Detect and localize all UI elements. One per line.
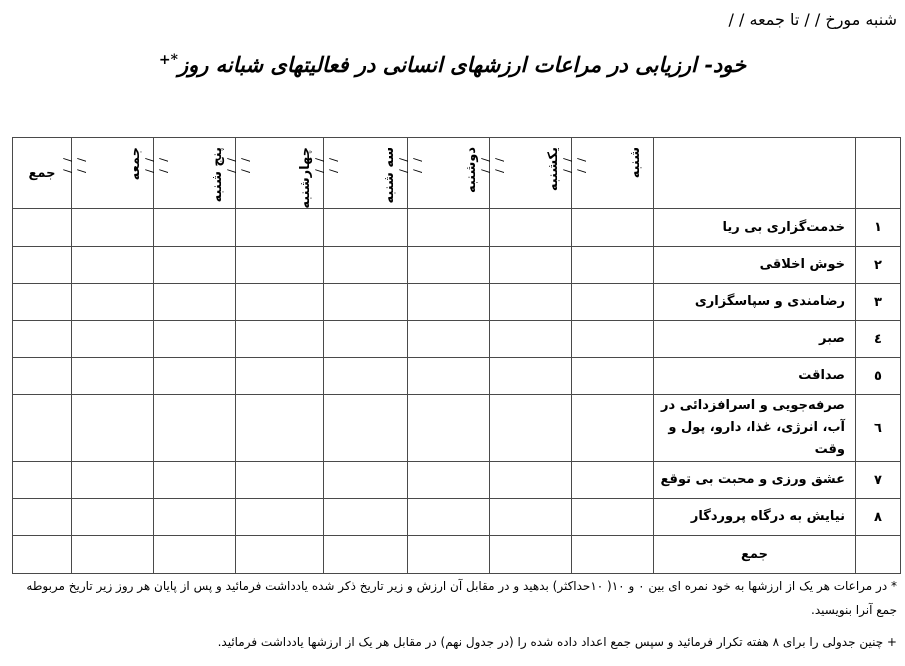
date-slots: / / / /	[561, 158, 588, 175]
score-cell[interactable]	[324, 499, 408, 536]
table-row	[13, 395, 901, 462]
header-value-cell	[654, 138, 856, 209]
day-name: جمعه	[128, 147, 143, 181]
score-cell[interactable]	[154, 321, 236, 358]
score-cell[interactable]	[408, 321, 490, 358]
footnote-plus: + چنین جدولی را برای ۸ هفته تکرار فرمائید و سپس جمع اعداد داده شده را (در جدول نهم) در مقابل هر یک از ارزشها یادداشت فرمائید.	[217, 635, 897, 649]
score-cell[interactable]	[572, 247, 654, 284]
score-cell[interactable]	[324, 321, 408, 358]
value-name: خوش اخلاقی	[654, 247, 856, 284]
day-header-thursday	[143, 138, 236, 209]
daily-total-cell[interactable]	[72, 536, 154, 574]
score-cell[interactable]	[490, 358, 572, 395]
date-slots: / / / /	[61, 158, 88, 175]
score-cell[interactable]	[236, 358, 324, 395]
daily-total-cell[interactable]	[154, 536, 236, 574]
row-number: ٥	[856, 358, 901, 395]
date-slots: / / / /	[143, 158, 170, 175]
day-name: یکشنبه	[546, 147, 561, 192]
score-cell[interactable]	[72, 247, 154, 284]
row-number: ٤	[856, 321, 901, 358]
score-cell[interactable]	[572, 358, 654, 395]
date-slots: / / / /	[397, 158, 424, 175]
day-header-saturday	[561, 138, 654, 209]
row-number: ۸	[856, 499, 901, 536]
date-slots: / / / /	[479, 158, 506, 175]
total-row-num-cell	[856, 536, 901, 574]
daily-total-row	[13, 536, 901, 574]
value-name	[654, 395, 856, 462]
row-number: ۱	[856, 209, 901, 247]
document-title	[0, 52, 905, 77]
score-cell[interactable]	[72, 284, 154, 321]
score-cell[interactable]	[236, 395, 324, 462]
footnote-star: * در مراعات هر یک از ارزشها به خود نمره ای بین ۰ و ۱۰( ۱۰حداکثر) بدهید و در مقابل آن ارزش و زیر تاریخ ذکر شده یادداشت فرمائید و پس از پایان هر روز زیر تاریخ مربوطه جمع آنرا بنویسید.	[26, 579, 897, 617]
row-total-cell[interactable]	[13, 462, 72, 499]
score-cell[interactable]	[490, 395, 572, 462]
score-cell[interactable]	[72, 358, 154, 395]
daily-total-cell[interactable]	[572, 536, 654, 574]
score-cell[interactable]	[572, 284, 654, 321]
row-total-cell[interactable]	[13, 284, 72, 321]
date-slots: / / / /	[225, 158, 252, 175]
row-number: ۷	[856, 462, 901, 499]
value-name: صبر	[654, 321, 856, 358]
score-cell[interactable]	[154, 395, 236, 462]
value-name: صداقت	[654, 358, 856, 395]
row-total-cell[interactable]	[13, 358, 72, 395]
score-cell[interactable]	[324, 284, 408, 321]
score-cell[interactable]	[490, 462, 572, 499]
value-name: عشق ورزی و محبت بی توقع	[654, 462, 856, 499]
score-cell[interactable]	[490, 247, 572, 284]
score-cell[interactable]	[408, 395, 490, 462]
daily-total-cell[interactable]	[490, 536, 572, 574]
score-cell[interactable]	[154, 462, 236, 499]
table-row	[13, 321, 901, 358]
row-number: ۲	[856, 247, 901, 284]
grand-total-cell[interactable]	[13, 536, 72, 574]
score-cell[interactable]	[72, 209, 154, 247]
score-cell[interactable]	[572, 462, 654, 499]
value-name-line: صرفه‌جویی و اسرافزدائی در	[661, 398, 845, 413]
header-row	[13, 138, 901, 209]
self-assessment-table	[12, 137, 901, 574]
row-number: ۳	[856, 284, 901, 321]
value-name-line: آب، انرژی، غذا، دارو، پول و وقت	[668, 420, 845, 457]
score-cell[interactable]	[236, 209, 324, 247]
row-number: ٦	[856, 395, 901, 462]
date-range-line: شنبه مورخ / / تا جمعه / /	[728, 10, 897, 29]
day-header-tuesday	[313, 138, 408, 209]
score-cell[interactable]	[324, 358, 408, 395]
score-cell[interactable]	[572, 321, 654, 358]
table-row	[13, 499, 901, 536]
score-cell[interactable]	[154, 284, 236, 321]
score-cell[interactable]	[154, 499, 236, 536]
table-row	[13, 209, 901, 247]
score-cell[interactable]	[72, 395, 154, 462]
score-cell[interactable]	[490, 284, 572, 321]
row-total-cell[interactable]	[13, 209, 72, 247]
score-cell[interactable]	[236, 462, 324, 499]
score-cell[interactable]	[490, 499, 572, 536]
score-cell[interactable]	[324, 462, 408, 499]
table-row	[13, 247, 901, 284]
day-header-friday	[61, 138, 154, 209]
score-cell[interactable]	[490, 209, 572, 247]
day-name: پنج شنبه	[210, 147, 225, 203]
row-total-cell[interactable]	[13, 395, 72, 462]
score-cell[interactable]	[72, 462, 154, 499]
score-cell[interactable]	[408, 499, 490, 536]
score-cell[interactable]	[408, 462, 490, 499]
total-column-header: جمع	[13, 138, 72, 209]
score-cell[interactable]	[572, 209, 654, 247]
table-row	[13, 462, 901, 499]
row-total-cell[interactable]	[13, 321, 72, 358]
score-cell[interactable]	[236, 247, 324, 284]
score-cell[interactable]	[236, 499, 324, 536]
day-header-wednesday	[225, 138, 324, 209]
score-cell[interactable]	[236, 284, 324, 321]
day-header-sunday	[479, 138, 572, 209]
value-name: رضامندی و سپاسگزاری	[654, 284, 856, 321]
score-cell[interactable]	[324, 209, 408, 247]
daily-total-cell[interactable]	[408, 536, 490, 574]
row-total-cell[interactable]	[13, 499, 72, 536]
score-cell[interactable]	[572, 499, 654, 536]
day-header-monday	[397, 138, 490, 209]
score-cell[interactable]	[154, 247, 236, 284]
daily-total-cell[interactable]	[324, 536, 408, 574]
score-cell[interactable]	[408, 209, 490, 247]
score-cell[interactable]	[490, 321, 572, 358]
total-row-label: جمع	[654, 536, 856, 574]
score-cell[interactable]	[324, 247, 408, 284]
title-marks: *+	[158, 52, 178, 68]
day-name: شنبه	[628, 147, 643, 179]
title-text: خود- ارزیابی در مراعات ارزشهای انسانی در فعالیتهای شبانه روز	[177, 52, 747, 77]
day-name: دوشنبه	[464, 147, 479, 194]
date-slots: / / / /	[313, 158, 340, 175]
daily-total-cell[interactable]	[236, 536, 324, 574]
day-name: سه شنبه	[382, 147, 397, 204]
header-num-cell	[856, 138, 901, 209]
value-name: خدمت‌گزاری بی ریا	[654, 209, 856, 247]
score-cell[interactable]	[408, 284, 490, 321]
score-cell[interactable]	[324, 395, 408, 462]
score-cell[interactable]	[154, 209, 236, 247]
score-cell[interactable]	[154, 358, 236, 395]
score-cell[interactable]	[72, 321, 154, 358]
score-cell[interactable]	[236, 321, 324, 358]
score-cell[interactable]	[408, 247, 490, 284]
row-total-cell[interactable]	[13, 247, 72, 284]
score-cell[interactable]	[572, 395, 654, 462]
day-name: چهارشنبه	[298, 147, 313, 209]
score-cell[interactable]	[72, 499, 154, 536]
table-row	[13, 284, 901, 321]
table-row	[13, 358, 901, 395]
value-name: نیایش به درگاه پروردگار	[654, 499, 856, 536]
score-cell[interactable]	[408, 358, 490, 395]
